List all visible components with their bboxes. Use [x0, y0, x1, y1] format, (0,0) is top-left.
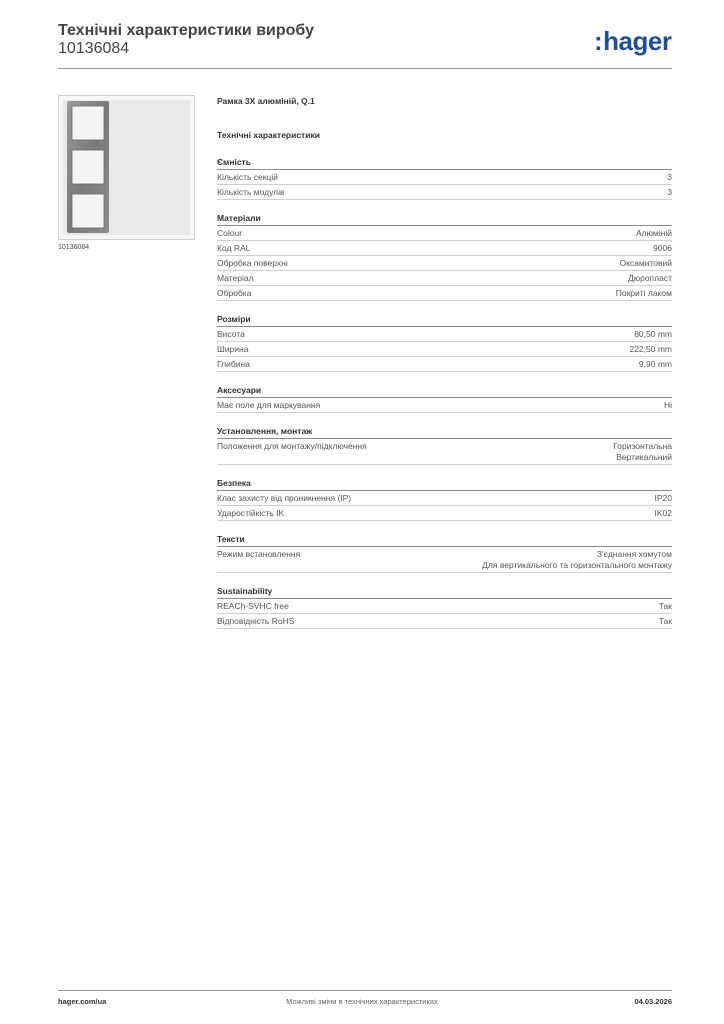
spec-row [217, 185, 672, 200]
spec-value [619, 258, 672, 269]
spec-group-title: Розміри [217, 314, 672, 327]
spec-group [217, 385, 672, 413]
footer-disclaimer: Можливі зміни в технічних характеристиках [286, 997, 438, 1006]
spec-label: REACh-SVHC free [217, 601, 289, 611]
specifications [217, 96, 672, 629]
spec-label: Відповідність RoHS [217, 616, 295, 626]
spec-value-line: Для вертикального та горизонтального монтажу [482, 560, 672, 570]
spec-value [659, 601, 672, 612]
spec-value [629, 344, 672, 355]
spec-group-title: Ємність [217, 157, 672, 170]
header-divider [58, 68, 672, 69]
spec-group-title: Аксесуари [217, 385, 672, 398]
spec-value [655, 493, 673, 504]
spec-value [655, 508, 673, 519]
spec-value-line: 3 [667, 187, 672, 197]
spec-row [217, 506, 672, 521]
spec-value-line: Дюропласт [627, 273, 672, 283]
spec-value [664, 400, 672, 411]
spec-label: Висота [217, 329, 245, 339]
spec-value-line: 80,50 mm [634, 329, 672, 339]
spec-value-line: Ні [663, 400, 672, 410]
spec-label: Ширина [217, 344, 249, 354]
spec-label: Обробка [217, 288, 252, 298]
spec-group [217, 213, 672, 301]
spec-row [217, 547, 672, 573]
spec-value [659, 616, 672, 627]
spec-label: Положення для монтажу/підключення [217, 441, 367, 451]
spec-group-title: Тексти [217, 534, 672, 547]
spec-label: Ударостійкість IK [217, 508, 285, 518]
spec-label: Обробка поверхні [217, 258, 288, 268]
spec-value-line: Так [658, 601, 672, 611]
footer-divider [58, 990, 672, 991]
spec-value-line: IK02 [654, 508, 672, 518]
spec-group [217, 534, 672, 573]
hager-logo: :hager [594, 26, 672, 56]
spec-label: Режим встановлення [217, 549, 301, 559]
spec-row [217, 599, 672, 614]
spec-group-title: Безпека [217, 478, 672, 491]
spec-value-line: IP20 [654, 493, 672, 503]
spec-value [482, 549, 672, 571]
spec-row [217, 256, 672, 271]
spec-value-line: Вертикальний [616, 452, 672, 462]
page-title: Технічні характеристики виробу [58, 22, 314, 39]
spec-value-line: 3 [667, 172, 672, 182]
spec-group [217, 314, 672, 372]
spec-row [217, 170, 672, 185]
spec-row [217, 327, 672, 342]
spec-value-line: 9006 [653, 243, 672, 253]
spec-label: Глибина [217, 359, 250, 369]
spec-row [217, 271, 672, 286]
spec-group-title: Установлення, монтаж [217, 426, 672, 439]
footer-date: 04.03.2026 [634, 997, 672, 1006]
spec-groups [217, 157, 672, 629]
image-caption: 10136084 [58, 244, 90, 251]
spec-group [217, 478, 672, 521]
spec-value [639, 359, 672, 370]
spec-value-line: З'єднання хомутом [596, 549, 672, 559]
spec-value [667, 172, 672, 183]
spec-row [217, 398, 672, 413]
spec-label: Має поле для маркування [217, 400, 321, 410]
spec-value-line: Оксамитовий [619, 258, 672, 268]
spec-value-line: Горизонтальна [613, 441, 672, 451]
spec-value [616, 288, 672, 299]
spec-group [217, 586, 672, 629]
spec-value-line: Так [658, 616, 672, 626]
spec-label: Colour [217, 228, 243, 238]
spec-row [217, 286, 672, 301]
product-image [58, 95, 195, 240]
frame-3x-illustration [59, 96, 194, 239]
spec-value [634, 329, 672, 340]
spec-row [217, 491, 672, 506]
spec-group-title: Sustainability [217, 586, 672, 599]
product-code: 10136084 [58, 40, 130, 57]
spec-label: Кількість модулів [217, 187, 285, 197]
spec-group [217, 157, 672, 200]
spec-label: Код RAL [217, 243, 251, 253]
spec-value-line: Алюміній [636, 228, 672, 238]
spec-row [217, 614, 672, 629]
spec-row [217, 241, 672, 256]
logo-text: hager [603, 26, 672, 56]
spec-row [217, 439, 672, 465]
spec-value [636, 228, 672, 239]
specs-heading: Технічні характеристики [217, 130, 320, 140]
product-name: Рамка 3X алюміній, Q.1 [217, 96, 315, 106]
spec-label: Матеріал [217, 273, 254, 283]
spec-value-line: Покриті лаком [615, 288, 672, 298]
spec-value-line: 9,90 mm [638, 359, 672, 369]
spec-group-title: Матеріали [217, 213, 672, 226]
spec-value [628, 273, 672, 284]
spec-label: Клас захисту від проникнення (IP) [217, 493, 352, 503]
spec-row [217, 357, 672, 372]
spec-group [217, 426, 672, 465]
spec-value [667, 187, 672, 198]
spec-label: Кількість секцій [217, 172, 278, 182]
spec-value [653, 243, 672, 254]
spec-value-line: 222,50 mm [629, 344, 672, 354]
footer-website: hager.com/ua [58, 997, 107, 1006]
spec-value [613, 441, 672, 463]
spec-row [217, 226, 672, 241]
spec-row [217, 342, 672, 357]
